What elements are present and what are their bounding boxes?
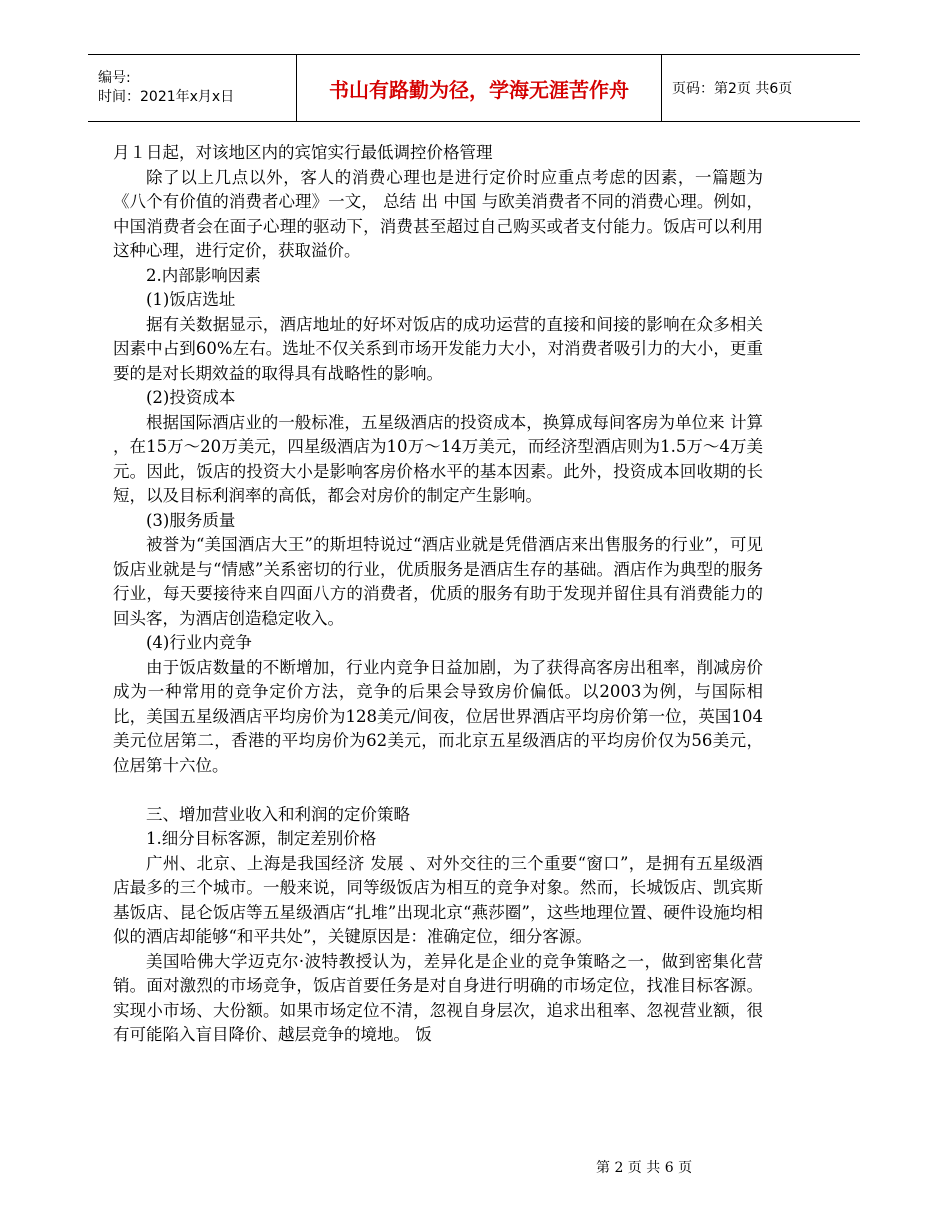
page-header: [88, 54, 860, 122]
header-meta: [88, 55, 296, 121]
paragraph: 美国哈佛大学迈克尔·波特教授认为，差异化是企业的竞争策略之一，做到密集化营销。面对激烈的市场竞争，饭店首要任务是对自身进行明确的市场定位，找准目标客源。实现小市场、大份额。如果市场定位不清，忽视自身层次，追求出租率、忽视营业额，很有可能陷入盲目降价、越层竞争的境地。 饭: [113, 951, 763, 1044]
footer-page-number: 第 2 页 共 6 页: [596, 1160, 693, 1176]
paragraph: 除了以上几点以外，客人的消费心理也是进行定价时应重点考虑的因素，一篇题为《八个有价值的消费者心理》一文， 总结 出 中国 与欧美消费者不同的消费心理。例如，中国消费者会在面子心理的驱动下，消费甚至超过自己购买或者支付能力。饭店可以利用这种心理，进行定价，获取溢价。: [113, 167, 763, 260]
page-footer: [596, 1157, 692, 1177]
header-page-info: [662, 55, 860, 121]
section-heading: 2.内部影响因素: [146, 265, 261, 285]
subsection-heading: (1)饭店选址: [146, 290, 236, 309]
subsection-heading: (3)服务质量: [146, 510, 236, 530]
header-page-number: 页码：第2页 共6页: [672, 81, 793, 97]
motto-text: 书山有路勤为径，学海无涯苦作舟: [329, 77, 629, 102]
paragraph: 根据国际酒店业的一般标准，五星级酒店的投资成本，换算成每间客房为单位来 计算 ，在15万～20万美元，四星级酒店为10万～14万美元，而经济型酒店则为1.5万～4万美元。因此，饭店的投资大小是影响客房价格水平的基本因素。此外，投资成本回收期的长短，以及目标利润率的高低，都会对房价的制定产生影响。: [113, 412, 763, 505]
section-heading: 1.细分目标客源，制定差别价格: [146, 829, 377, 848]
subsection-heading: (4)行业内竞争: [146, 633, 252, 652]
document-body: [113, 141, 763, 1048]
document-time-label: 时间：2021年x月x日: [98, 89, 235, 105]
paragraph: 月１日起，对该地区内的宾馆实行最低调控价格管理: [113, 143, 493, 162]
paragraph: 由于饭店数量的不断增加，行业内竞争日益加剧，为了获得高客房出租率，削减房价成为一种常用的竞争定价方法，竞争的后果会导致房价偏低。以2003为例，与国际相比，美国五星级酒店平均房价为128美元/间夜，位居世界酒店平均房价第一位，英国104美元位居第二，香港的平均房价为62美元，而北京五星级酒店的平均房价仅为56美元，位居第十六位。: [113, 657, 763, 775]
subsection-heading: (2)投资成本: [146, 388, 236, 407]
header-motto: [296, 55, 662, 121]
paragraph: 被誉为“美国酒店大王”的斯坦特说过“酒店业就是凭借酒店来出售服务的行业”，可见饭店业就是与“情感”关系密切的行业，优质服务是酒店生存的基础。酒店作为典型的服务行业，每天要接待来自四面八方的消费者，优质的服务有助于发现并留住具有消费能力的回头客，为酒店创造稳定收入。: [113, 535, 763, 628]
paragraph: 据有关数据显示，酒店地址的好坏对饭店的成功运营的直接和间接的影响在众多相关因素中占到60%左右。选址不仅关系到市场开发能力大小，对消费者吸引力的大小，更重要的是对长期效益的取得具有战略性的影响。: [113, 314, 763, 383]
document-number-label: 编号:: [98, 70, 131, 86]
blank-line: [113, 778, 763, 803]
chapter-heading: 三、增加营业收入和利润的定价策略: [146, 804, 410, 824]
paragraph: 广州、北京、上海是我国经济 发展 、对外交往的三个重要“窗口”，是拥有五星级酒店最多的三个城市。一般来说，同等级饭店为相互的竞争对象。然而，长城饭店、凯宾斯基饭店、昆仑饭店等五星级酒店“扎堆”出现北京“燕莎圈”，这些地理位置、硬件设施均相似的酒店却能够“和平共处”，关键原因是：准确定位，细分客源。: [113, 853, 763, 946]
